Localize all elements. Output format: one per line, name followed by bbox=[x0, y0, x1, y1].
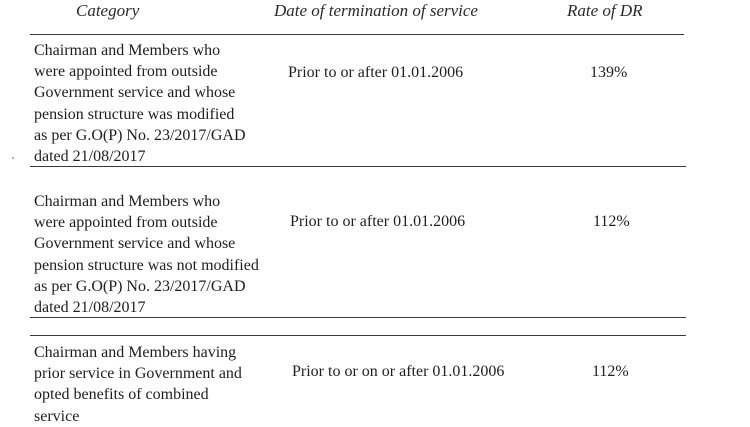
row-3-rate: 112% bbox=[592, 363, 629, 380]
row-1-category bbox=[34, 40, 246, 167]
category-line: dated 21/08/2017 bbox=[34, 148, 146, 166]
category-line: dated 21/08/2017 bbox=[34, 299, 146, 317]
category-line: pension structure was not modified bbox=[34, 256, 259, 274]
category-line: Chairman and Members having bbox=[34, 344, 237, 361]
header-date-of-termination: Date of termination of service bbox=[274, 1, 478, 20]
row-2-category bbox=[34, 191, 259, 318]
category-line: Government service and whose bbox=[34, 84, 236, 102]
header-rate-of-dr: Rate of DR bbox=[567, 1, 643, 20]
category-line: as per G.O(P) No. 23/2017/GAD bbox=[34, 277, 246, 295]
header-rule bbox=[30, 34, 684, 35]
category-line: pension structure was modified bbox=[34, 105, 235, 123]
category-line: Government service and whose bbox=[34, 235, 236, 253]
row-2-rate: 112% bbox=[593, 213, 630, 230]
category-line: Chairman and Members who bbox=[34, 193, 221, 210]
category-line: prior service in Government and bbox=[34, 365, 242, 383]
category-line: as per G.O(P) No. 23/2017/GAD bbox=[34, 126, 246, 144]
row-1-rate: 139% bbox=[590, 64, 628, 81]
row-3-top-rule bbox=[30, 335, 686, 336]
row-3-category bbox=[34, 342, 242, 427]
category-line: opted benefits of combined bbox=[34, 386, 209, 404]
header-category: Category bbox=[76, 1, 140, 20]
row-1-date: Prior to or after 01.01.2006 bbox=[288, 64, 464, 81]
row-2-rule bbox=[30, 317, 686, 318]
row-2-date: Prior to or after 01.01.2006 bbox=[290, 213, 466, 230]
row-1-rule bbox=[30, 166, 686, 167]
category-line: Chairman and Members who bbox=[34, 42, 221, 59]
row-3-date: Prior to or on or after 01.01.2006 bbox=[292, 363, 505, 380]
category-line: were appointed from outside bbox=[34, 214, 218, 232]
category-line: service bbox=[34, 407, 80, 425]
category-line: were appointed from outside bbox=[34, 63, 218, 81]
scan-speck bbox=[12, 157, 14, 159]
